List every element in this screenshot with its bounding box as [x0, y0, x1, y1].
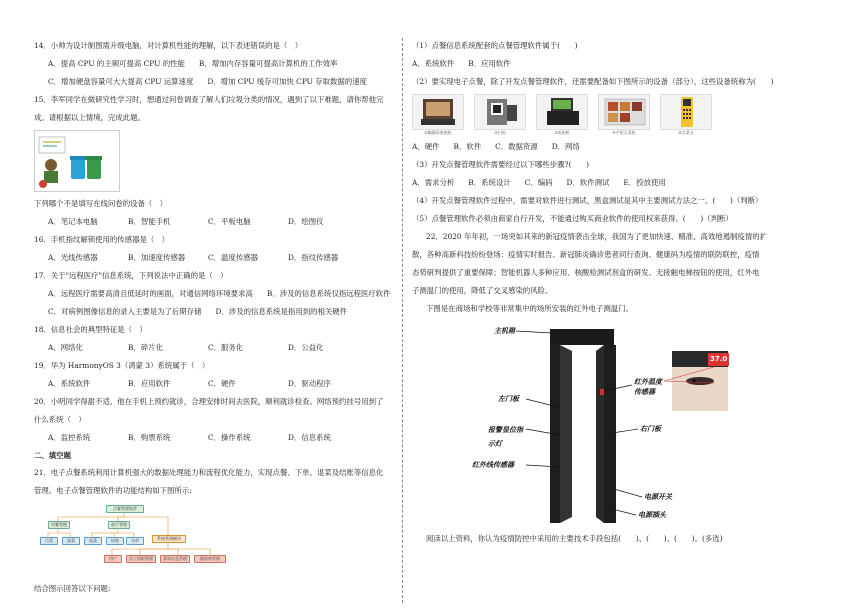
- q15-options: [34, 216, 394, 229]
- q18-option-b: B．碎片化: [128, 343, 163, 352]
- q18-option-c: C．服务化: [208, 343, 244, 352]
- tree-node-system: 系统管理模块: [152, 535, 186, 543]
- q18-option-d: D．公益化: [288, 343, 324, 352]
- q14-stem: 14．小帅为设计制图需升级电脑，对计算机性能的理解，以下表述错误的是（ ）: [34, 41, 303, 50]
- q16-option-a: A．光线传感器: [48, 253, 98, 262]
- q22-para-line1: 22．2020 年年初，一场突如其来的新冠疫情袭击全球，我国为了更加快速、精准、高效地遏制疫情的扩: [426, 232, 767, 241]
- q14-options-row1: [34, 58, 394, 71]
- q17-option-a: A．远程医疗需要高清且低延时的画面，对通信网络环境要求高: [48, 289, 253, 298]
- q22-para-line3: 态势研判提供了重要保障；智能机器人多种应用、核酸检测试剂盒的研发、无接触电梯按钮的使用，红外电: [412, 268, 760, 277]
- tree-leaf-user: 用户: [104, 555, 122, 563]
- garbage-sorting-illustration: [35, 131, 119, 191]
- device-touch-pos: ①触摸屏收银机: [412, 94, 464, 135]
- device-tablet: ④平板点菜机: [598, 94, 650, 135]
- tree-leaf-order: 点菜: [40, 537, 58, 545]
- q19-option-d: D．驱动程序: [288, 379, 331, 388]
- q16-stem: 16．手机指纹解锁使用的传感器是（ ）: [34, 235, 170, 244]
- q15-option-c: C．平板电脑: [208, 217, 251, 226]
- part1-stem: （1）点餐信息系统配套的点餐管理软件属于( ): [412, 41, 578, 50]
- label-alarm-indicator: 报警显位指示灯: [488, 426, 523, 448]
- q19-option-b: B．应用软件: [128, 379, 171, 388]
- q17-option-b: B．涉及的信息系统仅指远程医疗软件: [266, 289, 391, 298]
- q19-options: [34, 378, 394, 391]
- q15-option-b: B．智能手机: [128, 217, 171, 226]
- part2-option-b: B．软件: [453, 142, 482, 151]
- q16-options: [34, 252, 394, 265]
- q17-option-c: C．对病例图像信息的录入主要是为了后期存储: [48, 307, 202, 316]
- tree-root: 点餐管理软件: [106, 505, 144, 513]
- part1-option-a: A．系统软件: [412, 59, 455, 68]
- q19-option-a: A．系统软件: [48, 379, 91, 388]
- tablet-image: [599, 95, 651, 129]
- thermometer-gate-image: [432, 321, 742, 529]
- q20-options: [34, 432, 394, 445]
- part2-option-d: D．网络: [551, 142, 580, 151]
- thermometer-gate-figure: [432, 321, 742, 529]
- q22-figure-intro: 下图是在商场和学校等非常集中的场所安装的红外电子测温门。: [426, 304, 633, 313]
- q19-option-c: C．硬件: [208, 379, 236, 388]
- q14-option-a: A．提高 CPU 的主频可提高 CPU 的性能: [48, 59, 185, 68]
- tree-leaf-add: 加菜: [62, 537, 80, 545]
- garbage-sorting-figure: [34, 130, 120, 192]
- q22-para-line2: 散，各种高新科技纷纷登场：疫情实时报告、新冠肺炎确诊患者同行查询、健康码为疫情的联防联控，疫情: [412, 250, 760, 259]
- q19-stem: 19．华为 HarmonyOS 3（鸿蒙 3）系统属于（ ）: [34, 361, 210, 370]
- part3-option-d: D．软件测试: [566, 178, 610, 187]
- q20-option-c: C．操作系统: [208, 433, 251, 442]
- part3-option-c: C．编码: [524, 178, 553, 187]
- q14-option-c: C．增加硬盘容量可大大提高 CPU 运算速度: [48, 77, 194, 86]
- q14-option-d: D．增加 CPU 缓存可加快 CPU 存取数据的速度: [207, 77, 367, 86]
- q20-option-a: A．监控系统: [48, 433, 91, 442]
- q18-options: [34, 342, 394, 355]
- q18-option-a: A．网络化: [48, 343, 83, 352]
- q17-stem: 17．关于"远程医疗"信息系统，下列说法中正确的是（ ）: [34, 271, 228, 280]
- tree-leaf-return: 退菜: [84, 537, 102, 545]
- q21-instruction: 结合图示回答以下问题:: [34, 583, 111, 593]
- section-heading-fill-in: 二、填空题: [34, 451, 71, 460]
- part2-option-a: A．硬件: [412, 142, 440, 151]
- part3-stem: （3）开发点餐管理软件需要经过以下哪些步骤?( ): [412, 160, 590, 169]
- q22-question: 阅读以上资料，你认为疫情防控中采用的主要技术手段包括( )、( )、( )。(多选): [426, 534, 723, 543]
- q20-option-d: D．信息系统: [288, 433, 331, 442]
- q20-stem-line2: 什么系统（ ）: [34, 415, 86, 424]
- tree-node-dining: 用餐管理: [48, 521, 70, 529]
- device-scanner: ②扫码: [474, 94, 526, 135]
- cash-register-image: [537, 95, 589, 129]
- q20-stem-line1: 20．小明同学得甜不适，他在手机上预约就诊，合理安排时间去医院，顺利就诊检查。网络预约挂号用到了: [34, 397, 384, 406]
- scanner-image: [475, 95, 527, 129]
- temperature-readout: 37.0: [708, 353, 729, 366]
- part3-option-e: E．投放使用: [623, 178, 666, 187]
- device-images: [412, 94, 812, 135]
- q15-option-d: D．绘图仪: [288, 217, 324, 226]
- q14-options-row2: [34, 76, 394, 89]
- handset-image: [661, 95, 713, 129]
- tree-leaf-menu-info: 菜单信息管理: [160, 555, 190, 563]
- part2-option-c: C．数据资源: [495, 142, 538, 151]
- q15-stem-line2: 成。请根据以上情境，完成此题。: [34, 113, 145, 122]
- part1-option-b: B．应用软件: [468, 59, 511, 68]
- software-structure-diagram: [38, 503, 238, 575]
- label-right-panel: 右门板: [640, 425, 661, 433]
- q18-stem: 18．信息社会的典型特征是（ ）: [34, 325, 147, 334]
- q16-option-b: B．加速度传感器: [128, 253, 186, 262]
- q15-option-a: A．笔记本电脑: [48, 217, 98, 226]
- q14-option-b: B．增加内存容量可提高计算机的工作效率: [198, 59, 338, 68]
- part3-option-b: B．系统设计: [468, 178, 511, 187]
- q17-option-d: D．涉及的信息系统是指用到的相关硬件: [215, 307, 348, 316]
- q17-options-row1: [34, 288, 394, 301]
- column-divider: [402, 38, 403, 603]
- tree-leaf-permissions: 员工权限管理: [126, 555, 156, 563]
- q16-option-c: C．温度传感器: [208, 253, 258, 262]
- tree-node-front: 前厅管理: [108, 521, 130, 529]
- label-ir-sensor: 红外线传感器: [472, 461, 514, 469]
- part4-stem: （4）开发点餐管理软件过程中，需要对软件进行测试，黑盒测试是其中主要测试方法之一。( )（判断）: [412, 196, 763, 205]
- q15-stem-line1: 15．李军同学在做研究性学习时，想通过问卷调查了解人们垃圾分类的情况，遇到了以下难题，请你帮他完: [34, 95, 384, 104]
- label-left-panel: 左门板: [498, 395, 519, 403]
- q15-question: 下列哪个不是填写在线问卷的设备（ ）: [34, 199, 168, 208]
- part1-options: [412, 58, 812, 71]
- tree-leaf-checkout: 结账: [106, 537, 124, 545]
- left-column: [34, 40, 394, 601]
- label-power-plug: 电源插头: [638, 511, 666, 519]
- tree-leaf-database: 数据库管理: [194, 555, 226, 563]
- part2-options: [412, 141, 812, 154]
- q21-stem-line2: 管理。电子点餐管理软件的功能结构如下图所示:: [34, 485, 192, 495]
- label-host-box: 主机箱: [494, 327, 515, 335]
- part2-stem: （2）要实现电子点餐，除了开发点餐管理软件，还需要配备如下图所示的设备（部分），这些设备统称为( ): [412, 77, 774, 86]
- touch-pos-image: [413, 95, 465, 129]
- q22-para-line4: 子测温门的使用，降低了交叉感染的风险。: [412, 286, 553, 295]
- label-ir-temp-sensor: 红外温度传感器: [634, 378, 662, 396]
- tree-leaf-split: 分单: [126, 537, 144, 545]
- label-power-switch: 电源开关: [644, 493, 672, 501]
- part3-option-a: A．需求分析: [412, 178, 455, 187]
- q20-option-b: B．购票系统: [128, 433, 171, 442]
- q21-stem-line1: 21．电子点餐系统利用计算机强大的数据处理能力和流程优化能力，实现点餐、下单、退菜及结账等信息化: [34, 467, 384, 477]
- right-column: [412, 40, 812, 551]
- device-cash-register: ③收银机: [536, 94, 588, 135]
- part3-options: [412, 177, 812, 190]
- device-order-handset: ⑤点菜宝: [660, 94, 712, 135]
- part5-stem: （5）点餐管理软件必须由商家自行开发，不能通过购买商业软件的使用权来获得。( )（判断）: [412, 214, 733, 223]
- q16-option-d: D．指纹传感器: [288, 253, 339, 262]
- q17-options-row2: [34, 306, 394, 319]
